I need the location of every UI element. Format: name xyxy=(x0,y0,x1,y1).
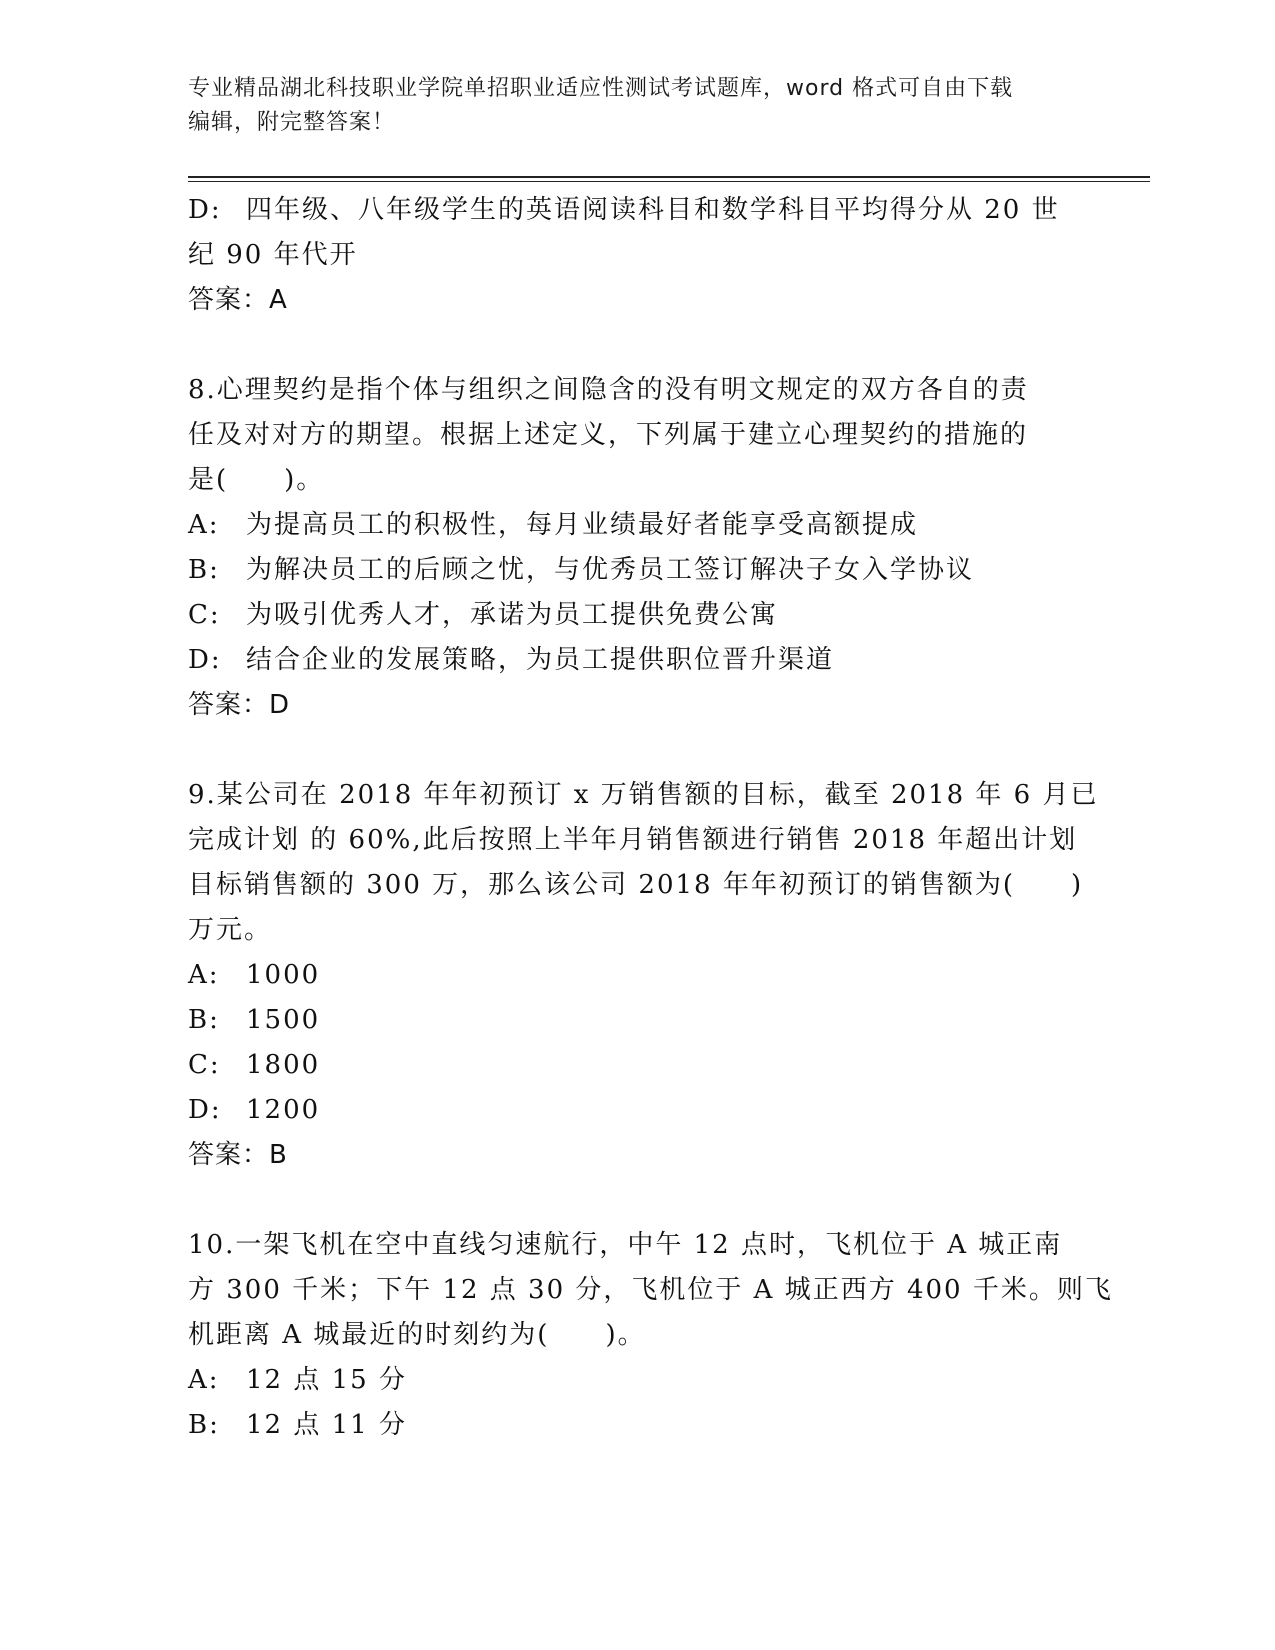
option-b xyxy=(188,998,1068,1043)
option-c xyxy=(188,593,1068,638)
option-d xyxy=(188,1088,1068,1133)
option-letter: B: xyxy=(188,1005,220,1035)
question-stem-line: 8.心理契约是指个体与组织之间隐含的没有明文规定的双方各自的责 xyxy=(188,375,1029,405)
header-line-2: 编辑，附完整答案！ xyxy=(188,110,396,135)
question-stem-line: 方 300 千米；下午 12 点 30 分，飞机位于 A 城正西方 400 千米。则飞 xyxy=(188,1275,1113,1305)
question-stem-line: 10.一架飞机在空中直线匀速航行，中午 12 点时，飞机位于 A 城正南 xyxy=(188,1230,1063,1260)
option-letter: D: xyxy=(188,1095,222,1125)
option-letter: D: xyxy=(188,645,222,675)
question-stem-line: 机距离 A 城最近的时刻约为( )。 xyxy=(188,1320,646,1350)
option-text: 1800 xyxy=(246,1050,321,1080)
option-a xyxy=(188,1358,1068,1403)
header-divider-thin xyxy=(188,181,1150,182)
page-header xyxy=(188,72,1068,140)
option-text: 四年级、八年级学生的英语阅读科目和数学科目平均得分从 20 世 xyxy=(246,195,1060,225)
question-9 xyxy=(188,773,1099,1178)
answer: 答案：B xyxy=(188,1140,288,1170)
option-letter: B: xyxy=(188,1410,220,1440)
option-d xyxy=(188,188,1068,233)
spacer xyxy=(188,323,1068,368)
question-stem-line: 万元。 xyxy=(188,915,273,945)
option-text: 12 点 11 分 xyxy=(246,1410,407,1440)
option-letter: A: xyxy=(188,960,220,990)
spacer xyxy=(188,728,1068,773)
spacer xyxy=(188,1178,1068,1223)
question-7 xyxy=(188,188,1068,323)
option-text: 12 点 15 分 xyxy=(246,1365,407,1395)
header-divider-thick xyxy=(188,176,1150,178)
option-text: 1200 xyxy=(246,1095,321,1125)
question-stem-line: 是( )。 xyxy=(188,465,325,495)
option-letter: A: xyxy=(188,510,220,540)
option-text: 为提高员工的积极性，每月业绩最好者能享受高额提成 xyxy=(246,510,919,540)
question-stem-line: 目标销售额的 300 万，那么该公司 2018 年年初预订的销售额为( ) xyxy=(188,870,1084,900)
option-letter: D: xyxy=(188,195,222,225)
option-a xyxy=(188,953,1068,998)
option-letter: C: xyxy=(188,600,221,630)
option-c xyxy=(188,1043,1068,1088)
question-stem-line: 9.某公司在 2018 年年初预订 x 万销售额的目标，截至 2018 年 6 月已 xyxy=(188,780,1099,810)
question-stem-line: 任及对对方的期望。根据上述定义，下列属于建立心理契约的措施的 xyxy=(188,420,1029,450)
question-10 xyxy=(188,1223,1113,1448)
question-8 xyxy=(188,368,1068,728)
option-text: 1500 xyxy=(246,1005,321,1035)
option-text: 结合企业的发展策略，为员工提供职位晋升渠道 xyxy=(246,645,835,675)
option-a xyxy=(188,503,1068,548)
question-stem-line: 完成计划 的 60%,此后按照上半年月销售额进行销售 2018 年超出计划 xyxy=(188,825,1078,855)
option-letter: C: xyxy=(188,1050,221,1080)
answer: 答案：D xyxy=(188,690,291,720)
option-b xyxy=(188,1403,1068,1448)
option-text-continued: 纪 90 年代开 xyxy=(188,240,358,270)
option-letter: B: xyxy=(188,555,220,585)
answer: 答案：A xyxy=(188,285,288,315)
option-b xyxy=(188,548,1068,593)
option-text: 为吸引优秀人才，承诺为员工提供免费公寓 xyxy=(246,600,779,630)
option-text: 为解决员工的后顾之忧，与优秀员工签订解决子女入学协议 xyxy=(246,555,975,585)
option-letter: A: xyxy=(188,1365,220,1395)
option-d xyxy=(188,638,1068,683)
option-text: 1000 xyxy=(246,960,321,990)
question-content xyxy=(188,188,1113,1448)
header-line-1: 专业精品湖北科技职业学院单招职业适应性测试考试题库，word 格式可自由下载 xyxy=(188,76,1014,101)
